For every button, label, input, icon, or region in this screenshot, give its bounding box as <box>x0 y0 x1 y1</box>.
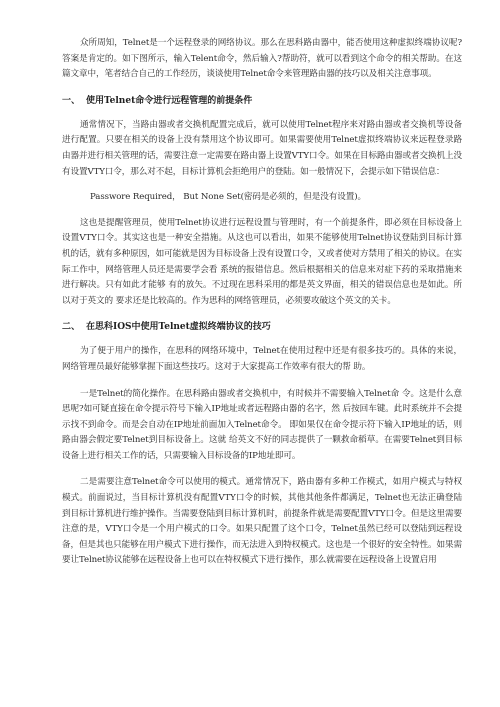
section-2-paragraph-3: 二是需要注意Telnet命令可以使用的模式。通常情况下，路由器有多种工作模式，如用户模式与特权模式。前面说过，当目标计算机没有配置VTY口令的时候，其他其他条件都满足，Telnet也无法正确登陆到目标计算机进行维护操作。当需要登陆到目标计算机时，前提条件就是需要配置VTY口令。但是这里需要注意的是，VTY口令是一个用户模式的口令。如果只配置了这个口令，Telnet虽然已经可以登陆到远程设备，但是其也只能够在用户模式下进行操作，而无法进入到特权模式。这也是一个很好的安全特性。如果需要让Telnet协议能够在远程设备上也可以在特权模式下进行操作，那么就需要在远程设备上设置启用 <box>62 477 462 566</box>
section-1-paragraph-2: 这也是提醒管理员，使用Telnet协议进行远程设置与管理时，有一个前提条件，即必须在目标设备上设置VTY口令。其实这也是一种安全措施。从这也可以看出，如果不能够使用Telnet协议登陆到目标计算机的话，就有多种原因，如可能就是因为目标设备上没有设置口令，又或者使对方禁用了相关的协议。在实际工作中，网络管理人员还是需要学会看 系统的报错信息。然后根据相关的信息来对症下药的采取措施来进行解决。只有如此才能够 有的放矢。不过现在思科采用的都是英文界面，相关的错误信息也是如此。所以对于英文的 要求还是比较高的。作为思科的网络管理员，必须要攻破这个英文的关卡。 <box>62 217 462 306</box>
section-1-heading <box>62 94 462 108</box>
intro-paragraph: 众所周知，Telnet是一个远程登录的网络协议。那么在思科路由器中，能否使用这种虚拟终端协议呢?答案是肯定的。如下图所示，输入Telent命令，然后输入?帮助符，就可以看到这个命令的相关帮助。在这篇文章中，笔者结合自己的工作经历，谈谈使用Telnet命令来管理路由器的技巧以及相关注意事项。 <box>62 38 462 80</box>
section-1-error-quote: Passwore Required， But None Set(密码是必须的，但是没有设置)。 <box>90 192 366 203</box>
section-1-paragraph-1: 通常情况下，当路由器或者交换机配置完成后，就可以使用Telnet程序来对路由器或者交换机等设备进行配置。只要在相关的设备上没有禁用这个协议即可。如果需要使用Telnet虚拟终端协议来远程登录路由器并进行相关管理的话，需要注意一定需要在路由器上设置VTY口令。如果在目标路由器或者交换机上没有设置VTY口令，那么对不起，目标计算机会拒绝用户的登陆。如一般情况下，会提示如下错误信息： <box>62 119 462 177</box>
section-1-number: 一、 <box>62 95 81 106</box>
section-1-title: 使用Telnet命令进行远程管理的前提条件 <box>86 95 253 106</box>
section-2-title: 在思科IOS中使用Telnet虚拟终端协议的技巧 <box>86 322 271 333</box>
section-2-heading <box>62 320 462 334</box>
section-2-number: 二、 <box>62 322 81 333</box>
section-2-paragraph-1: 为了便于用户的操作，在思科的网络环境中，Telnet在使用过程中还是有很多技巧的。具体的来说，网络管理员最好能够掌握下面这些技巧。这对于大家提高工作效率有很大的帮 助。 <box>62 346 462 372</box>
section-2-paragraph-2: 一是Telnet的简化操作。在思科路由器或者交换机中，有时候并不需要输入Telnet命 令。这是什么意思呢?如可疑直接在命令提示符号下输入IP地址或者远程路由器的名字，然 后按回车键。此时系统并不会提示找不到命令。而是会自动在IP地址前面加入Telnet命令。 即如果仅在命令提示符下输入IP地址的话，则路由器会假定要Telnet到目标设备上。这就 给英文不好的同志提供了一颗救命稻草。在需要Telnet到目标设备上进行相关工作的话，只需要输入目标设备的IP地址即可。 <box>62 388 462 461</box>
